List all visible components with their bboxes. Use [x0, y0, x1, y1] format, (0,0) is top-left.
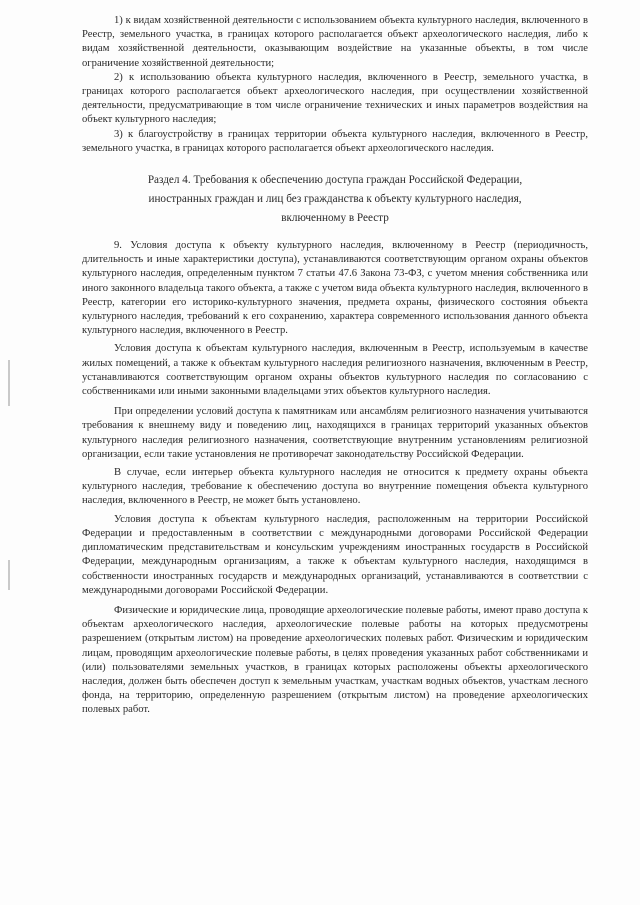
paragraph: Условия доступа к объектам культурного наследия, расположенным на территории Российской Федерации и предоставленным в соответствии с международными договорами Российской Федерации дипломатическим представительствам и консульским учреждениям иностранных государств в Российской Федерации, международным организациям, а также к объектам культурного наследия, находящимся в собственности иностранных государств и международных организаций, устанавливаются в соответствии с международными договорами Российской Федерации. [82, 513, 588, 596]
list-item-2: 2) к использованию объекта культурного наследия, включенного в Реестр, земельного участка, в границах которого располагается объект археологического наследия, при осуществлении хозяйственной деятельности, предусматривающие в том числе ограничение технических и иных параметров воздействия на объект культурного наследия; [82, 71, 588, 126]
list-item-3: 3) к благоустройству в границах территории объекта культурного наследия, включенного в Реестр, земельного участка, в границах которого располагается объект археологического наследия. [82, 128, 588, 154]
list-item-1: 1) к видам хозяйственной деятельности с использованием объекта культурного наследия, включенного в Реестр, земельного участка, в границах которого располагается объект археологического наследия, либо к видам хозяйственной деятельности, оказывающим воздействие на указанные объекты, в том числе ограничение хозяйственной деятельности; [82, 15, 588, 69]
paragraph: В случае, если интерьер объекта культурного наследия не относится к предмету охраны объекта культурного наследия, требование к обеспечению доступа во внутренние помещения объекта культурного наследия, включенного в Реестр, не может быть установлено. [82, 467, 588, 507]
section-title-line: иностранных граждан и лиц без гражданства к объекту культурного наследия, [148, 193, 522, 206]
paragraph: Условия доступа к объектам культурного наследия, включенным в Реестр, используемым в качестве жилых помещений, а также к объектам культурного наследия религиозного назначения, включенным в Реестр, устанавливаются соответствующим органом охраны объектов культурного наследия по согласованию с собственниками или иными законными владельцами этих объектов культурного наследия. [82, 343, 588, 398]
paragraph: Физические и юридические лица, проводящие археологические полевые работы, имеют право доступа к объектам археологического наследия, археологические полевые работы на которых предусмотрены разрешением (открытым листом) на проведение археологических полевых работ. Физическим и юридическим лицам, проводящим археологические полевые работы, в целях проведения указанных работ собственниками и (или) пользователями земельных участков, в границах которых расположены объекты археологического наследия, должен быть обеспечен доступ к земельным участкам, участкам водных объектов, участкам лесного фонда, на территорию, определенную разрешением (открытым листом) на проведение археологических полевых работ. [82, 604, 588, 716]
scan-margin-mark [8, 560, 10, 590]
section-title-line: включенному в Реестр [281, 212, 389, 225]
section-title-line: Раздел 4. Требования к обеспечению доступа граждан Российской Федерации, [147, 174, 523, 187]
scan-margin-mark [8, 360, 10, 406]
section-title [90, 171, 580, 228]
paragraph-9: 9. Условия доступа к объекту культурного наследия, включенному в Реестр (периодичность, длительность и иные характеристики доступа), устанавливаются соответствующим органом охраны объектов культурного наследия, определенным пунктом 7 статьи 47.6 Закона 73-ФЗ, с учетом мнения собственника или иного законного владельца такого объекта, а также с учетом вида объекта культурного наследия, включенного в Реестр, категории его историко-культурного значения, предмета охраны, физического состояния объекта культурного наследия, требований к его сохранению, характера современного использования данного объекта культурного наследия, включенного в Реестр. [82, 240, 588, 337]
document-body [82, 14, 588, 718]
paragraph: При определении условий доступа к памятникам или ансамблям религиозного назначения учитываются требования к внешнему виду и поведению лиц, находящихся в границах территорий указанных объектов культурного наследия религиозного назначения, соответствующие внутренним установлениям религиозной организации, если такие установления не противоречат законодательству Российской Федерации. [82, 406, 588, 460]
